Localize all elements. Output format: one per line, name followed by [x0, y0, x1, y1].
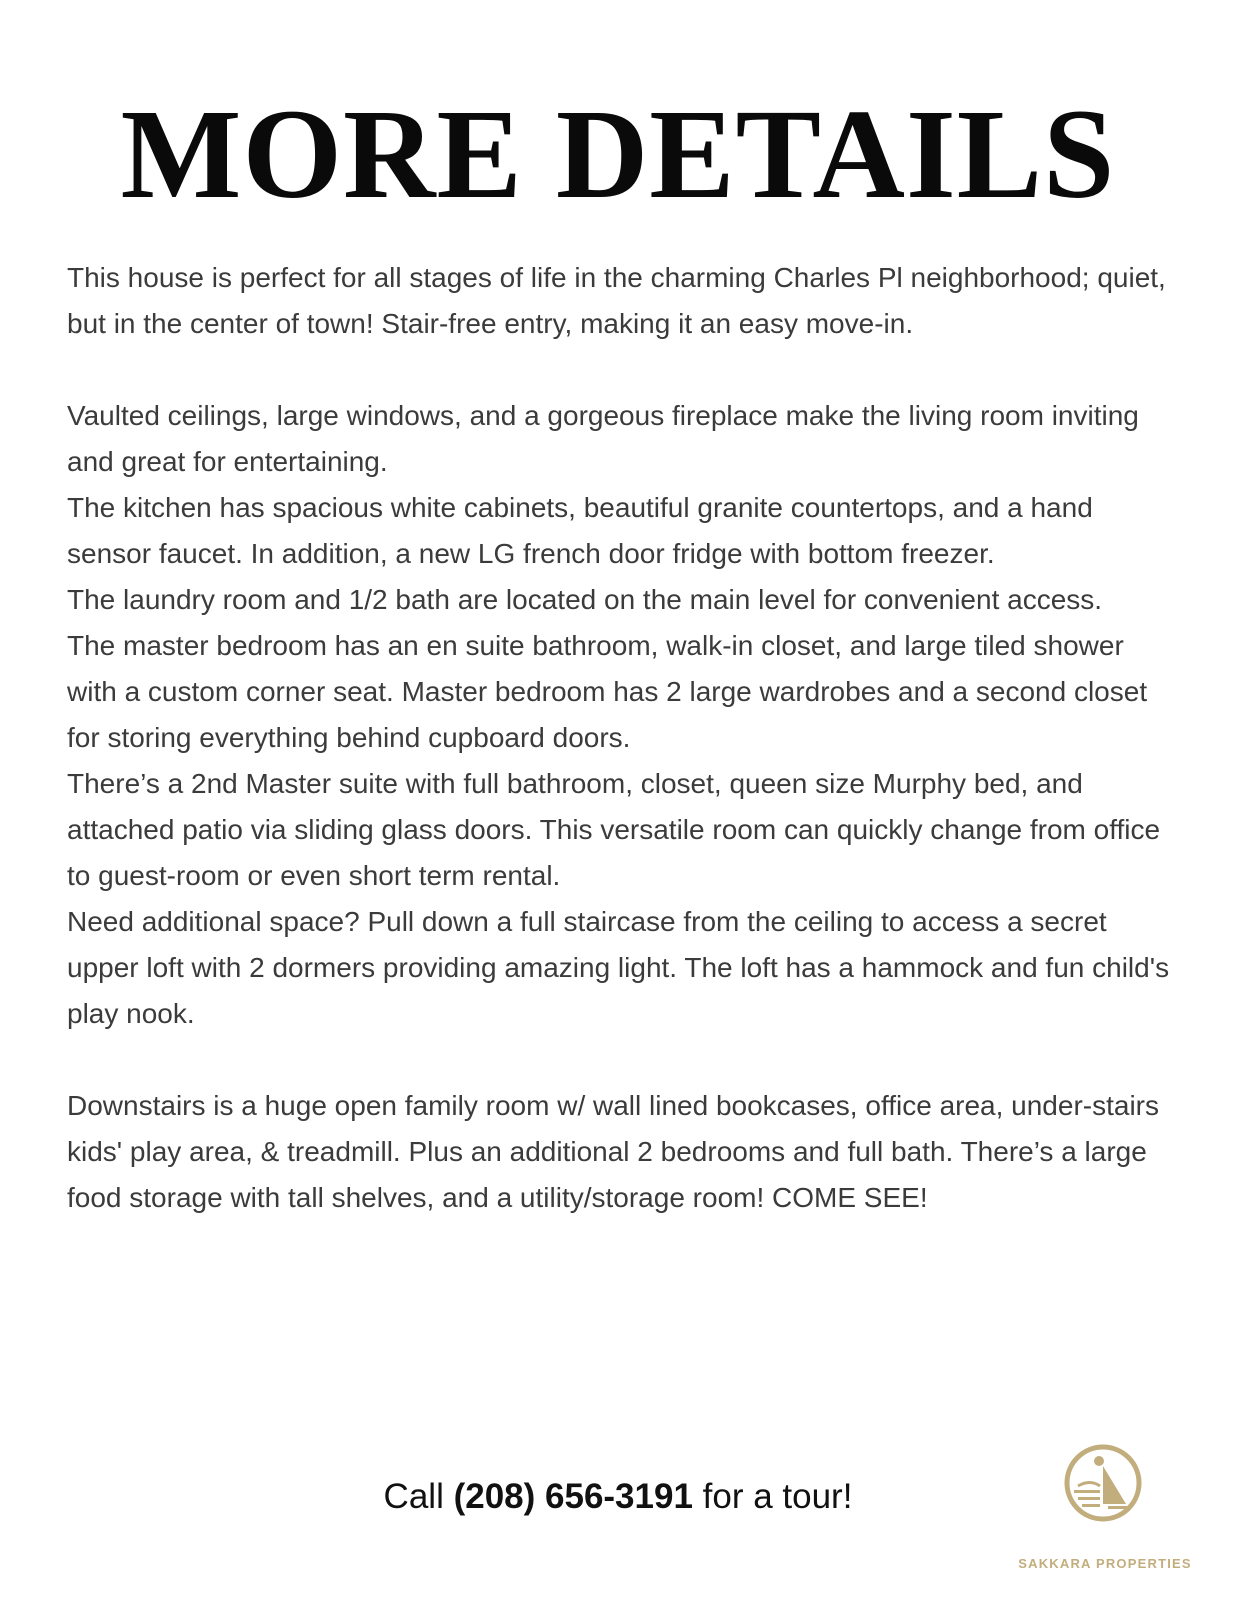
paragraph-kitchen: The kitchen has spacious white cabinets, beautiful granite countertops, and a hand sensor faucet. In addition, a new LG french door fridge with bottom freezer. [67, 492, 1093, 569]
paragraph-master-bedroom: The master bedroom has an en suite bathroom, walk-in closet, and large tiled shower with a custom corner seat. Master bedroom has 2 large wardrobes and a second closet for storing everything behind cupboard doors. [67, 630, 1148, 753]
cta-suffix: for a tour! [692, 1477, 853, 1516]
page-title: MORE DETAILS [120, 83, 1116, 225]
phone-number[interactable]: (208) 656-3191 [453, 1477, 693, 1516]
paragraph-downstairs: Downstairs is a huge open family room w/ wall lined bookcases, office area, under-stairs kids' play area, & treadmill. Plus an additional 2 bedrooms and full bath. There’s a large food storage with tall shelves, and a utility/storage room! COME SEE! [67, 1090, 1159, 1213]
paragraph-loft: Need additional space? Pull down a full staircase from the ceiling to access a secret upper loft with 2 dormers providing amazing light. The loft has a hammock and fun child's play nook. [67, 906, 1170, 1029]
paragraph-intro: This house is perfect for all stages of life in the charming Charles Pl neighborhood; quiet, but in the center of town! Stair-free entry, making it an easy move-in. [67, 262, 1166, 339]
paragraph-spacer [67, 1037, 1177, 1083]
logo-wordmark: SAKKARA PROPERTIES [1018, 1556, 1192, 1571]
paragraph-spacer [67, 347, 1177, 393]
paragraph-laundry: The laundry room and 1/2 bath are located on the main level for convenient access. [67, 584, 1103, 615]
paragraph-living-room: Vaulted ceilings, large windows, and a gorgeous fireplace make the living room inviting and great for entertaining. [67, 400, 1139, 477]
sakkara-logo [1010, 1436, 1200, 1576]
sakkara-logo-icon [1060, 1440, 1146, 1526]
paragraph-second-master: There’s a 2nd Master suite with full bathroom, closet, queen size Murphy bed, and attached patio via sliding glass doors. This versatile room can quickly change from office to guest-room or even short term rental. [67, 768, 1161, 891]
description-body [67, 255, 1177, 1221]
cta-prefix: Call [383, 1477, 454, 1516]
